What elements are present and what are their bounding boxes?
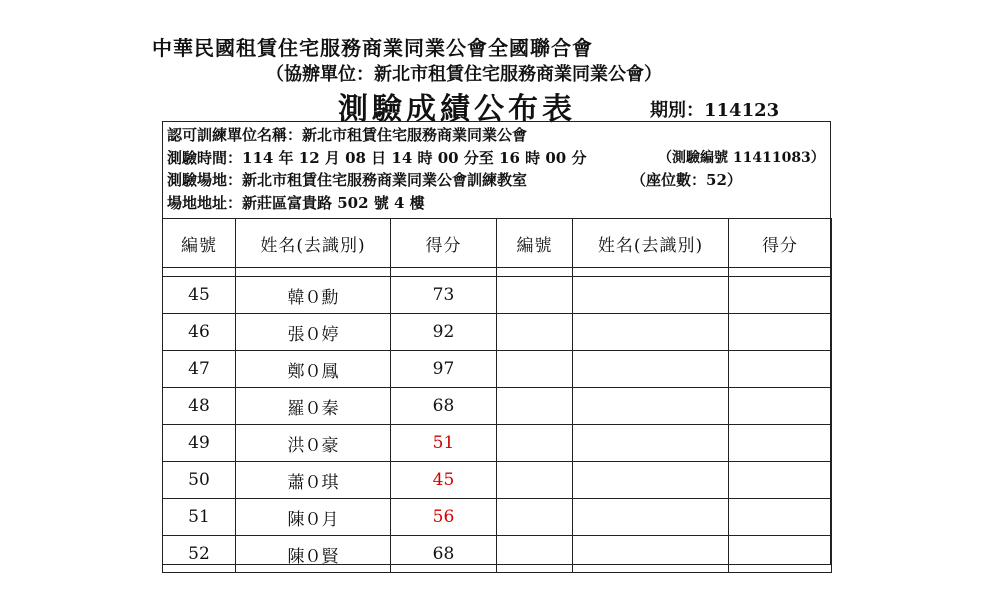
- cell-score-right: [729, 462, 832, 499]
- cell-name-right: [573, 314, 729, 351]
- col-header-number-2: 編號: [497, 219, 573, 268]
- cell-number: 46: [163, 314, 236, 351]
- cell-score-right: [729, 425, 832, 462]
- col-header-score-2: 得分: [729, 219, 832, 268]
- venue-address: 場地地址：新莊區富貴路 502 號 4 樓: [167, 193, 425, 212]
- cell-number-right: [497, 462, 573, 499]
- cell-name: 鄭０鳳: [236, 351, 391, 388]
- page-title: 測驗成績公布表: [338, 92, 576, 127]
- cell-number: 49: [163, 425, 236, 462]
- cell-name-right: [573, 351, 729, 388]
- cell-score: 73: [391, 277, 497, 314]
- cell-name: 陳０賢: [236, 536, 391, 573]
- cell-score-right: [729, 351, 832, 388]
- cell-name: 蕭０琪: [236, 462, 391, 499]
- cell-score-right: [729, 499, 832, 536]
- col-header-number: 編號: [163, 219, 236, 268]
- seat-count: （座位數：52）: [631, 171, 742, 189]
- exam-time: 測驗時間：114 年 12 月 08 日 14 時 00 分至 16 時 00 分: [167, 148, 587, 167]
- col-header-score: 得分: [391, 219, 497, 268]
- exam-info-box: [162, 121, 831, 218]
- cell-name-right: [573, 536, 729, 573]
- cell-number: 52: [163, 536, 236, 573]
- period-label: 期別：: [650, 100, 704, 121]
- cell-score: 68: [391, 536, 497, 573]
- table-header-row: [163, 219, 832, 268]
- table-row: [163, 499, 832, 536]
- cell-score-right: [729, 277, 832, 314]
- cell-name: 羅０秦: [236, 388, 391, 425]
- cell-score: 45: [391, 462, 497, 499]
- cell-number-right: [497, 351, 573, 388]
- cell-number: 45: [163, 277, 236, 314]
- cell-score-right: [729, 536, 832, 573]
- table-spacer-row: [163, 268, 832, 277]
- cell-number-right: [497, 314, 573, 351]
- exam-time-row: [167, 147, 826, 170]
- cell-number-right: [497, 499, 573, 536]
- exam-code: （測驗編號 11411083）: [658, 149, 825, 166]
- score-table-body: [163, 268, 832, 573]
- cell-score: 68: [391, 388, 497, 425]
- organization-title: 中華民國租賃住宅服務商業同業公會全國聯合會: [152, 36, 593, 60]
- cell-score: 51: [391, 425, 497, 462]
- cell-number-right: [497, 277, 573, 314]
- period-line: [650, 96, 779, 122]
- cell-name-right: [573, 462, 729, 499]
- cell-score: 56: [391, 499, 497, 536]
- cell-name: 洪０豪: [236, 425, 391, 462]
- co-organizer-line: （協辦單位：新北市租賃住宅服務商業同業公會）: [266, 64, 662, 85]
- table-row: [163, 351, 832, 388]
- cell-number-right: [497, 536, 573, 573]
- period-value: 114123: [704, 100, 780, 121]
- table-row: [163, 314, 832, 351]
- cell-name: 韓０勳: [236, 277, 391, 314]
- cell-score-right: [729, 388, 832, 425]
- training-unit: 認可訓練單位名稱：新北市租賃住宅服務商業同業公會: [167, 126, 528, 144]
- cell-name: 張０婷: [236, 314, 391, 351]
- col-header-name: 姓名(去識別): [236, 219, 391, 268]
- cell-name-right: [573, 425, 729, 462]
- cell-number-right: [497, 425, 573, 462]
- cell-score: 97: [391, 351, 497, 388]
- cell-number: 47: [163, 351, 236, 388]
- cell-score: 92: [391, 314, 497, 351]
- table-row: [163, 425, 832, 462]
- table-row: [163, 388, 832, 425]
- score-table: [162, 218, 832, 573]
- cell-number: 50: [163, 462, 236, 499]
- table-row: [163, 277, 832, 314]
- exam-venue: 測驗場地：新北市租賃住宅服務商業同業公會訓練教室: [167, 171, 528, 189]
- col-header-name-2: 姓名(去識別): [573, 219, 729, 268]
- cell-number: 48: [163, 388, 236, 425]
- cell-name-right: [573, 499, 729, 536]
- cell-name-right: [573, 388, 729, 425]
- cell-number-right: [497, 388, 573, 425]
- cell-number: 51: [163, 499, 236, 536]
- cell-name: 陳０月: [236, 499, 391, 536]
- cell-name-right: [573, 277, 729, 314]
- table-row: [163, 462, 832, 499]
- exam-venue-row: [167, 169, 826, 192]
- cell-score-right: [729, 314, 832, 351]
- table-row: [163, 536, 832, 573]
